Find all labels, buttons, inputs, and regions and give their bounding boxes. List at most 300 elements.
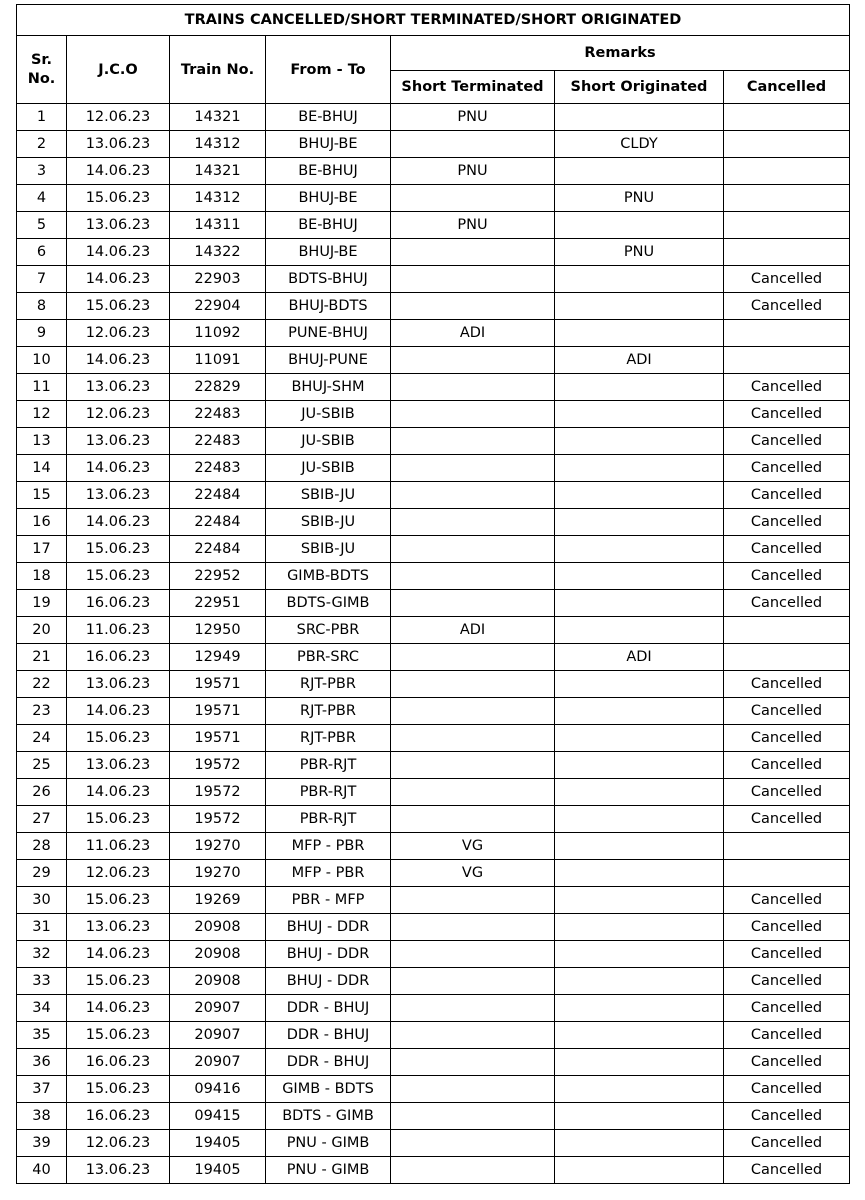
table-row xyxy=(17,158,850,185)
jco-date-cell: 13.06.23 xyxy=(67,914,170,941)
table-row xyxy=(17,374,850,401)
jco-date-cell: 15.06.23 xyxy=(67,725,170,752)
short-originated-cell xyxy=(555,563,724,590)
short-terminated-cell xyxy=(391,509,555,536)
jco-date-cell: 14.06.23 xyxy=(67,347,170,374)
from-to-cell: BDTS-GIMB xyxy=(266,590,391,617)
jco-date-cell: 13.06.23 xyxy=(67,482,170,509)
cancelled-cell xyxy=(724,212,850,239)
header-cancelled: Cancelled xyxy=(724,71,850,104)
from-to-cell: BHUJ-BE xyxy=(266,185,391,212)
cancelled-cell: Cancelled xyxy=(724,374,850,401)
train-no-cell: 20907 xyxy=(170,995,266,1022)
short-originated-cell xyxy=(555,158,724,185)
sr-no-cell: 13 xyxy=(17,428,67,455)
train-no-cell: 14322 xyxy=(170,239,266,266)
train-no-cell: 11092 xyxy=(170,320,266,347)
table-row xyxy=(17,779,850,806)
short-terminated-cell xyxy=(391,914,555,941)
train-no-cell: 22903 xyxy=(170,266,266,293)
jco-date-cell: 15.06.23 xyxy=(67,806,170,833)
cancelled-cell xyxy=(724,158,850,185)
table-row xyxy=(17,644,850,671)
table-row xyxy=(17,752,850,779)
short-terminated-cell: ADI xyxy=(391,617,555,644)
train-no-cell: 14321 xyxy=(170,158,266,185)
table-row xyxy=(17,1076,850,1103)
from-to-cell: MFP - PBR xyxy=(266,860,391,887)
table-row xyxy=(17,401,850,428)
from-to-cell: PNU - GIMB xyxy=(266,1130,391,1157)
short-originated-cell: PNU xyxy=(555,239,724,266)
table-row xyxy=(17,1022,850,1049)
sr-no-cell: 7 xyxy=(17,266,67,293)
from-to-cell: BHUJ-BE xyxy=(266,131,391,158)
sr-no-cell: 39 xyxy=(17,1130,67,1157)
short-originated-cell xyxy=(555,914,724,941)
short-terminated-cell xyxy=(391,671,555,698)
train-no-cell: 22829 xyxy=(170,374,266,401)
cancelled-cell: Cancelled xyxy=(724,968,850,995)
table-row xyxy=(17,428,850,455)
short-terminated-cell xyxy=(391,131,555,158)
train-no-cell: 19572 xyxy=(170,806,266,833)
cancelled-cell: Cancelled xyxy=(724,671,850,698)
short-originated-cell: CLDY xyxy=(555,131,724,158)
short-terminated-cell: VG xyxy=(391,833,555,860)
short-terminated-cell xyxy=(391,941,555,968)
cancelled-cell: Cancelled xyxy=(724,806,850,833)
cancelled-cell: Cancelled xyxy=(724,509,850,536)
short-terminated-cell xyxy=(391,1022,555,1049)
short-terminated-cell xyxy=(391,752,555,779)
jco-date-cell: 16.06.23 xyxy=(67,1103,170,1130)
jco-date-cell: 16.06.23 xyxy=(67,590,170,617)
from-to-cell: SBIB-JU xyxy=(266,536,391,563)
header-short-originated: Short Originated xyxy=(555,71,724,104)
short-terminated-cell xyxy=(391,536,555,563)
short-terminated-cell xyxy=(391,887,555,914)
cancelled-cell xyxy=(724,617,850,644)
cancelled-cell: Cancelled xyxy=(724,455,850,482)
cancelled-cell: Cancelled xyxy=(724,1130,850,1157)
jco-date-cell: 14.06.23 xyxy=(67,455,170,482)
cancelled-cell: Cancelled xyxy=(724,914,850,941)
short-terminated-cell xyxy=(391,644,555,671)
short-terminated-cell xyxy=(391,698,555,725)
jco-date-cell: 13.06.23 xyxy=(67,428,170,455)
jco-date-cell: 14.06.23 xyxy=(67,239,170,266)
cancelled-cell: Cancelled xyxy=(724,293,850,320)
sr-no-cell: 19 xyxy=(17,590,67,617)
table-row xyxy=(17,1157,850,1184)
cancelled-cell: Cancelled xyxy=(724,428,850,455)
cancelled-cell: Cancelled xyxy=(724,590,850,617)
jco-date-cell: 16.06.23 xyxy=(67,644,170,671)
short-originated-cell xyxy=(555,509,724,536)
train-no-cell: 20908 xyxy=(170,968,266,995)
train-no-cell: 22952 xyxy=(170,563,266,590)
short-originated-cell: ADI xyxy=(555,347,724,374)
short-originated-cell xyxy=(555,833,724,860)
train-no-cell: 20907 xyxy=(170,1022,266,1049)
jco-date-cell: 14.06.23 xyxy=(67,779,170,806)
train-no-cell: 22904 xyxy=(170,293,266,320)
from-to-cell: RJT-PBR xyxy=(266,671,391,698)
train-no-cell: 19405 xyxy=(170,1130,266,1157)
train-no-cell: 19571 xyxy=(170,725,266,752)
jco-date-cell: 15.06.23 xyxy=(67,536,170,563)
from-to-cell: SBIB-JU xyxy=(266,482,391,509)
cancelled-cell: Cancelled xyxy=(724,779,850,806)
from-to-cell: DDR - BHUJ xyxy=(266,1022,391,1049)
cancelled-cell: Cancelled xyxy=(724,725,850,752)
short-originated-cell xyxy=(555,401,724,428)
sr-no-cell: 24 xyxy=(17,725,67,752)
short-originated-cell xyxy=(555,860,724,887)
jco-date-cell: 15.06.23 xyxy=(67,1022,170,1049)
sr-no-cell: 33 xyxy=(17,968,67,995)
sr-no-cell: 2 xyxy=(17,131,67,158)
train-no-cell: 19572 xyxy=(170,779,266,806)
table-row xyxy=(17,320,850,347)
jco-date-cell: 13.06.23 xyxy=(67,671,170,698)
short-terminated-cell xyxy=(391,995,555,1022)
short-originated-cell xyxy=(555,806,724,833)
jco-date-cell: 15.06.23 xyxy=(67,563,170,590)
short-terminated-cell xyxy=(391,1076,555,1103)
train-no-cell: 22484 xyxy=(170,536,266,563)
from-to-cell: BE-BHUJ xyxy=(266,212,391,239)
table-row xyxy=(17,941,850,968)
sr-no-cell: 35 xyxy=(17,1022,67,1049)
sr-no-cell: 32 xyxy=(17,941,67,968)
jco-date-cell: 15.06.23 xyxy=(67,185,170,212)
cancelled-cell xyxy=(724,185,850,212)
train-no-cell: 09416 xyxy=(170,1076,266,1103)
jco-date-cell: 15.06.23 xyxy=(67,887,170,914)
from-to-cell: BE-BHUJ xyxy=(266,104,391,131)
train-no-cell: 09415 xyxy=(170,1103,266,1130)
cancelled-cell: Cancelled xyxy=(724,1103,850,1130)
sr-no-cell: 37 xyxy=(17,1076,67,1103)
sr-no-cell: 29 xyxy=(17,860,67,887)
short-terminated-cell xyxy=(391,482,555,509)
train-no-cell: 14311 xyxy=(170,212,266,239)
short-originated-cell xyxy=(555,428,724,455)
table-row xyxy=(17,698,850,725)
cancelled-cell: Cancelled xyxy=(724,1157,850,1184)
table-row xyxy=(17,1130,850,1157)
train-no-cell: 19405 xyxy=(170,1157,266,1184)
table-row xyxy=(17,563,850,590)
from-to-cell: MFP - PBR xyxy=(266,833,391,860)
short-originated-cell xyxy=(555,266,724,293)
from-to-cell: BHUJ - DDR xyxy=(266,941,391,968)
jco-date-cell: 14.06.23 xyxy=(67,509,170,536)
jco-date-cell: 13.06.23 xyxy=(67,131,170,158)
short-originated-cell xyxy=(555,482,724,509)
from-to-cell: BHUJ-BDTS xyxy=(266,293,391,320)
jco-date-cell: 12.06.23 xyxy=(67,401,170,428)
short-terminated-cell xyxy=(391,266,555,293)
jco-date-cell: 14.06.23 xyxy=(67,941,170,968)
sr-no-cell: 21 xyxy=(17,644,67,671)
jco-date-cell: 13.06.23 xyxy=(67,212,170,239)
header-from-to: From - To xyxy=(266,36,391,104)
train-no-cell: 20907 xyxy=(170,1049,266,1076)
short-originated-cell xyxy=(555,887,724,914)
cancelled-cell: Cancelled xyxy=(724,536,850,563)
short-terminated-cell xyxy=(391,779,555,806)
sr-no-cell: 11 xyxy=(17,374,67,401)
table-row xyxy=(17,671,850,698)
from-to-cell: PBR-RJT xyxy=(266,806,391,833)
sr-no-cell: 8 xyxy=(17,293,67,320)
sr-no-cell: 3 xyxy=(17,158,67,185)
train-no-cell: 19571 xyxy=(170,671,266,698)
sr-no-cell: 17 xyxy=(17,536,67,563)
short-terminated-cell xyxy=(391,1103,555,1130)
header-sr-no: Sr. No. xyxy=(17,36,67,104)
table-row xyxy=(17,1049,850,1076)
from-to-cell: JU-SBIB xyxy=(266,455,391,482)
short-originated-cell xyxy=(555,590,724,617)
cancelled-cell xyxy=(724,644,850,671)
short-originated-cell xyxy=(555,995,724,1022)
short-originated-cell xyxy=(555,1130,724,1157)
from-to-cell: PBR-RJT xyxy=(266,752,391,779)
jco-date-cell: 15.06.23 xyxy=(67,1076,170,1103)
short-originated-cell xyxy=(555,1022,724,1049)
short-terminated-cell xyxy=(391,725,555,752)
table-row xyxy=(17,509,850,536)
train-no-cell: 19571 xyxy=(170,698,266,725)
short-originated-cell xyxy=(555,104,724,131)
train-no-cell: 12949 xyxy=(170,644,266,671)
table-row xyxy=(17,914,850,941)
sr-no-cell: 4 xyxy=(17,185,67,212)
cancelled-cell: Cancelled xyxy=(724,887,850,914)
cancelled-cell: Cancelled xyxy=(724,563,850,590)
train-no-cell: 11091 xyxy=(170,347,266,374)
jco-date-cell: 15.06.23 xyxy=(67,968,170,995)
short-originated-cell xyxy=(555,671,724,698)
from-to-cell: BHUJ-PUNE xyxy=(266,347,391,374)
from-to-cell: PBR - MFP xyxy=(266,887,391,914)
sr-no-cell: 18 xyxy=(17,563,67,590)
jco-date-cell: 12.06.23 xyxy=(67,104,170,131)
table-row xyxy=(17,995,850,1022)
train-no-cell: 22483 xyxy=(170,401,266,428)
sr-no-cell: 26 xyxy=(17,779,67,806)
sr-no-cell: 28 xyxy=(17,833,67,860)
from-to-cell: BHUJ-SHM xyxy=(266,374,391,401)
sr-no-cell: 1 xyxy=(17,104,67,131)
short-originated-cell xyxy=(555,725,724,752)
short-terminated-cell xyxy=(391,968,555,995)
from-to-cell: BHUJ - DDR xyxy=(266,914,391,941)
table-row xyxy=(17,806,850,833)
sr-no-cell: 5 xyxy=(17,212,67,239)
cancelled-cell: Cancelled xyxy=(724,698,850,725)
from-to-cell: JU-SBIB xyxy=(266,401,391,428)
short-originated-cell: ADI xyxy=(555,644,724,671)
cancelled-cell xyxy=(724,860,850,887)
short-originated-cell xyxy=(555,698,724,725)
short-originated-cell xyxy=(555,779,724,806)
jco-date-cell: 14.06.23 xyxy=(67,266,170,293)
cancelled-cell: Cancelled xyxy=(724,401,850,428)
table-row xyxy=(17,887,850,914)
sr-no-cell: 9 xyxy=(17,320,67,347)
from-to-cell: PBR-SRC xyxy=(266,644,391,671)
sr-no-cell: 20 xyxy=(17,617,67,644)
short-originated-cell xyxy=(555,1157,724,1184)
cancelled-cell: Cancelled xyxy=(724,482,850,509)
sr-no-cell: 40 xyxy=(17,1157,67,1184)
table-row xyxy=(17,212,850,239)
train-no-cell: 22484 xyxy=(170,509,266,536)
short-terminated-cell xyxy=(391,806,555,833)
jco-date-cell: 11.06.23 xyxy=(67,617,170,644)
from-to-cell: BHUJ-BE xyxy=(266,239,391,266)
cancelled-cell: Cancelled xyxy=(724,941,850,968)
table-row xyxy=(17,347,850,374)
table-row xyxy=(17,455,850,482)
table-row xyxy=(17,536,850,563)
cancelled-cell: Cancelled xyxy=(724,995,850,1022)
cancelled-cell: Cancelled xyxy=(724,1076,850,1103)
from-to-cell: PUNE-BHUJ xyxy=(266,320,391,347)
sr-no-cell: 12 xyxy=(17,401,67,428)
train-no-cell: 19270 xyxy=(170,833,266,860)
short-terminated-cell xyxy=(391,1130,555,1157)
sr-no-cell: 31 xyxy=(17,914,67,941)
jco-date-cell: 16.06.23 xyxy=(67,1049,170,1076)
cancelled-cell xyxy=(724,104,850,131)
from-to-cell: DDR - BHUJ xyxy=(266,1049,391,1076)
from-to-cell: PBR-RJT xyxy=(266,779,391,806)
train-no-cell: 19269 xyxy=(170,887,266,914)
sr-no-cell: 27 xyxy=(17,806,67,833)
short-terminated-cell xyxy=(391,239,555,266)
short-terminated-cell xyxy=(391,293,555,320)
cancelled-cell xyxy=(724,347,850,374)
short-terminated-cell: PNU xyxy=(391,158,555,185)
train-no-cell: 20908 xyxy=(170,914,266,941)
sr-no-cell: 25 xyxy=(17,752,67,779)
cancelled-cell xyxy=(724,131,850,158)
short-terminated-cell xyxy=(391,455,555,482)
jco-date-cell: 13.06.23 xyxy=(67,752,170,779)
short-terminated-cell: ADI xyxy=(391,320,555,347)
short-terminated-cell xyxy=(391,1049,555,1076)
table-body xyxy=(17,104,850,1184)
jco-date-cell: 12.06.23 xyxy=(67,860,170,887)
short-terminated-cell xyxy=(391,401,555,428)
sr-no-cell: 6 xyxy=(17,239,67,266)
short-terminated-cell xyxy=(391,590,555,617)
cancelled-cell: Cancelled xyxy=(724,1022,850,1049)
short-originated-cell xyxy=(555,536,724,563)
from-to-cell: BE-BHUJ xyxy=(266,158,391,185)
table-row xyxy=(17,185,850,212)
train-no-cell: 22483 xyxy=(170,455,266,482)
sr-no-cell: 38 xyxy=(17,1103,67,1130)
from-to-cell: BDTS-BHUJ xyxy=(266,266,391,293)
from-to-cell: GIMB - BDTS xyxy=(266,1076,391,1103)
short-originated-cell xyxy=(555,1103,724,1130)
train-no-cell: 22483 xyxy=(170,428,266,455)
table-row xyxy=(17,131,850,158)
jco-date-cell: 11.06.23 xyxy=(67,833,170,860)
from-to-cell: GIMB-BDTS xyxy=(266,563,391,590)
train-no-cell: 20908 xyxy=(170,941,266,968)
train-no-cell: 14321 xyxy=(170,104,266,131)
short-originated-cell xyxy=(555,617,724,644)
from-to-cell: BDTS - GIMB xyxy=(266,1103,391,1130)
header-train-no: Train No. xyxy=(170,36,266,104)
short-terminated-cell: VG xyxy=(391,860,555,887)
sr-no-cell: 34 xyxy=(17,995,67,1022)
header-short-terminated: Short Terminated xyxy=(391,71,555,104)
table-row xyxy=(17,617,850,644)
short-originated-cell xyxy=(555,941,724,968)
jco-date-cell: 14.06.23 xyxy=(67,995,170,1022)
jco-date-cell: 13.06.23 xyxy=(67,1157,170,1184)
short-originated-cell xyxy=(555,752,724,779)
table-row xyxy=(17,968,850,995)
cancelled-cell: Cancelled xyxy=(724,752,850,779)
header-remarks: Remarks xyxy=(391,36,850,71)
table-row xyxy=(17,266,850,293)
jco-date-cell: 14.06.23 xyxy=(67,698,170,725)
sr-no-cell: 15 xyxy=(17,482,67,509)
table-row xyxy=(17,1103,850,1130)
short-originated-cell xyxy=(555,320,724,347)
cancelled-cell: Cancelled xyxy=(724,1049,850,1076)
train-no-cell: 14312 xyxy=(170,185,266,212)
cancelled-cell xyxy=(724,239,850,266)
train-status-table xyxy=(16,4,850,1184)
jco-date-cell: 12.06.23 xyxy=(67,1130,170,1157)
jco-date-cell: 14.06.23 xyxy=(67,158,170,185)
sr-no-cell: 10 xyxy=(17,347,67,374)
jco-date-cell: 15.06.23 xyxy=(67,293,170,320)
from-to-cell: JU-SBIB xyxy=(266,428,391,455)
short-terminated-cell: PNU xyxy=(391,212,555,239)
short-terminated-cell xyxy=(391,185,555,212)
from-to-cell: SBIB-JU xyxy=(266,509,391,536)
from-to-cell: PNU - GIMB xyxy=(266,1157,391,1184)
from-to-cell: RJT-PBR xyxy=(266,725,391,752)
short-originated-cell xyxy=(555,968,724,995)
table-row xyxy=(17,725,850,752)
table-row xyxy=(17,104,850,131)
table-row xyxy=(17,482,850,509)
table-title: TRAINS CANCELLED/SHORT TERMINATED/SHORT ORIGINATED xyxy=(17,5,850,36)
from-to-cell: DDR - BHUJ xyxy=(266,995,391,1022)
train-no-cell: 12950 xyxy=(170,617,266,644)
short-terminated-cell xyxy=(391,347,555,374)
header-jco: J.C.O xyxy=(67,36,170,104)
from-to-cell: RJT-PBR xyxy=(266,698,391,725)
short-originated-cell xyxy=(555,1076,724,1103)
short-terminated-cell xyxy=(391,1157,555,1184)
sr-no-cell: 30 xyxy=(17,887,67,914)
short-terminated-cell xyxy=(391,428,555,455)
